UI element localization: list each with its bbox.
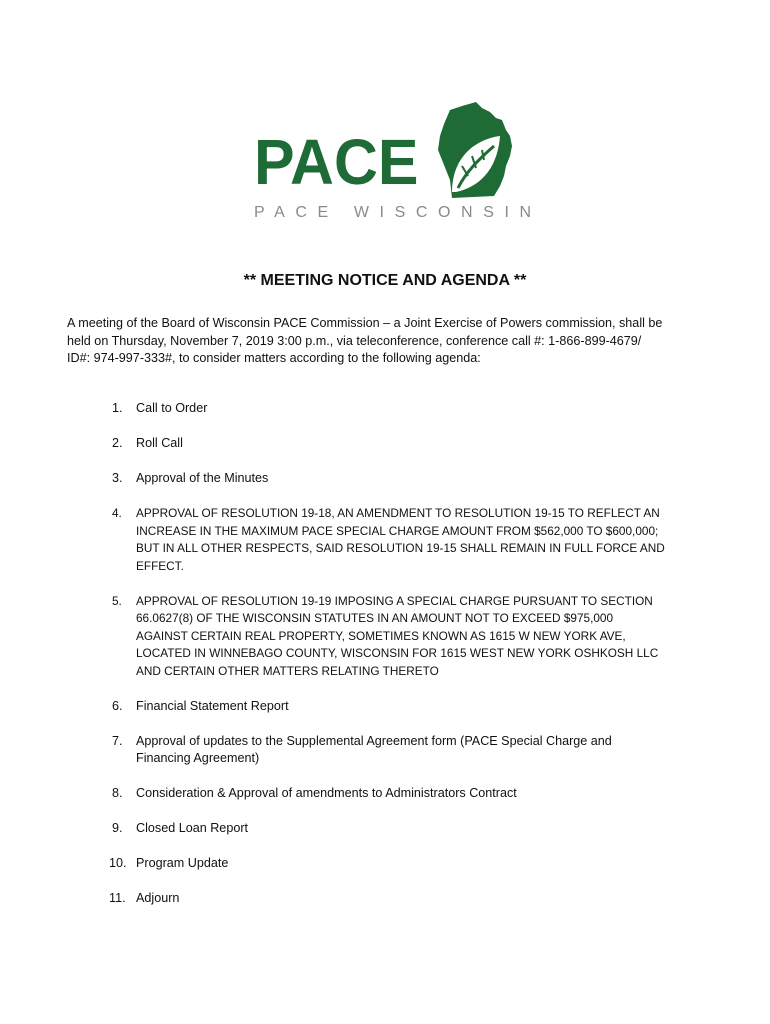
agenda-item-8 xyxy=(67,785,667,803)
agenda-number: 6. xyxy=(112,698,123,713)
agenda-number: 9. xyxy=(112,821,123,835)
agenda-number: 7. xyxy=(112,733,123,748)
agenda-text: Roll Call xyxy=(136,436,183,450)
wisconsin-leaf-icon xyxy=(432,100,518,200)
agenda-item-7 xyxy=(67,733,667,768)
agenda-item-11 xyxy=(67,890,667,908)
agenda-item-5 xyxy=(67,593,667,681)
agenda-item-1 xyxy=(67,400,667,418)
agenda-number: 10. xyxy=(109,856,127,870)
agenda-text: Adjourn xyxy=(136,891,180,905)
intro-paragraph: A meeting of the Board of Wisconsin PACE Commission – a Joint Exercise of Powers commission, shall be held on Thursday, November 7, 2019 3:00 p.m., via teleconference, conference call #: 1-866-899-4679/ ID#: 974-997-333#, to consider matters according to the following agenda: xyxy=(67,316,663,365)
agenda-number: 5. xyxy=(112,593,122,608)
agenda-text: Call to Order xyxy=(136,401,208,415)
agenda-item-3 xyxy=(67,470,667,488)
agenda-number: 2. xyxy=(112,436,123,450)
agenda-text: Financial Statement Report xyxy=(136,698,289,713)
agenda-text: Closed Loan Report xyxy=(136,821,249,835)
agenda-text: Program Update xyxy=(136,856,229,870)
logo-wordmark: PACE xyxy=(254,126,419,198)
agenda-item-6 xyxy=(67,698,667,716)
agenda-item-4 xyxy=(67,505,667,575)
agenda-text: APPROVAL OF RESOLUTION 19-18, AN AMENDMENT TO RESOLUTION 19-15 TO REFLECT AN INCREASE IN THE MAXIMUM PACE SPECIAL CHARGE AMOUNT FROM $562,000 TO $600,000; BUT IN ALL OTHER RESPECTS, SAID RESOLUTION 19-15 SHALL REMAIN IN FULL FORCE AND EFFECT. xyxy=(136,506,665,573)
agenda-number: 4. xyxy=(112,506,122,520)
agenda-number: 1. xyxy=(112,401,123,415)
agenda-text: Approval of updates to the Supplemental Agreement form (PACE Special Charge and Financing Agreement) xyxy=(136,733,612,765)
agenda-item-10 xyxy=(67,855,667,873)
agenda-text: Approval of the Minutes xyxy=(136,471,269,485)
logo-tagline: PACE WISCONSIN xyxy=(254,204,542,221)
agenda-item-9 xyxy=(67,820,667,838)
agenda-text: Consideration & Approval of amendments to Administrators Contract xyxy=(136,786,517,800)
agenda-list xyxy=(67,400,667,908)
agenda-item-2 xyxy=(67,435,667,453)
agenda-number: 3. xyxy=(112,471,123,485)
agenda-text: APPROVAL OF RESOLUTION 19-19 IMPOSING A SPECIAL CHARGE PURSUANT TO SECTION 66.0627(8) OF THE WISCONSIN STATUTES IN AN AMOUNT NOT TO EXCEED $975,000 AGAINST CERTAIN REAL PROPERTY, SOMETIMES KNOWN AS 1615 W NEW YORK AVE, LOCATED IN WINNEBAGO COUNTY, WISCONSIN FOR 1615 WEST NEW YORK OSHKOSH LLC AND CERTAIN OTHER MATTERS RELATING THERETO xyxy=(136,593,659,678)
document-title: ** MEETING NOTICE AND AGENDA ** xyxy=(243,272,527,289)
agenda-number: 11. xyxy=(109,891,126,905)
agenda-number: 8. xyxy=(112,786,123,800)
pace-wisconsin-logo xyxy=(250,100,542,230)
